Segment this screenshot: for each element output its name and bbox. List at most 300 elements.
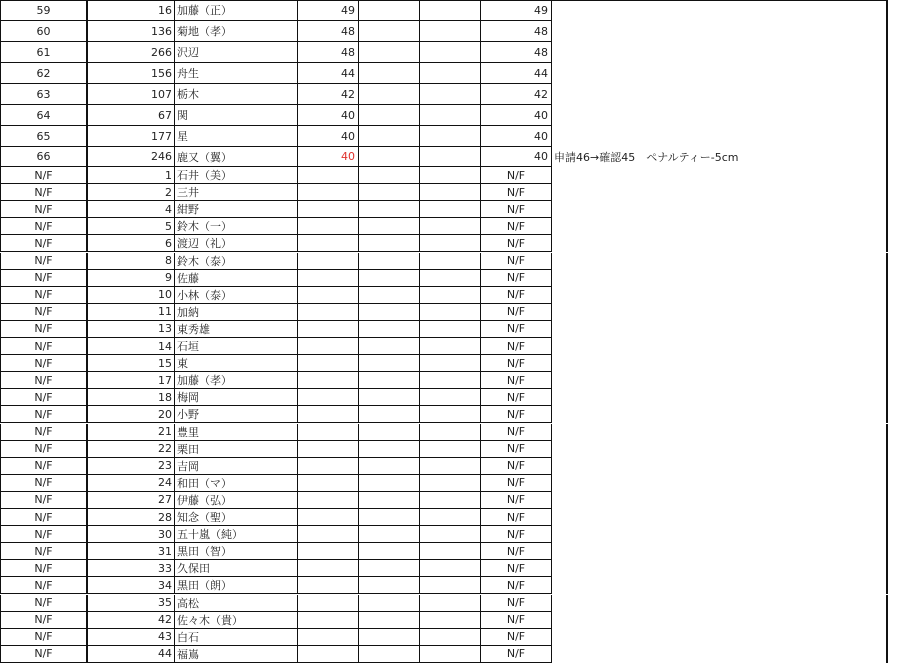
note-cell	[552, 167, 888, 184]
note-cell	[552, 355, 888, 372]
table-row	[0, 560, 920, 577]
rank-cell: 66	[0, 147, 88, 167]
blank-cell	[359, 612, 420, 629]
final-cell: N/F	[481, 475, 552, 492]
blank-cell	[420, 441, 481, 458]
table-row	[0, 406, 920, 423]
entry-number-cell: 4	[88, 201, 175, 218]
blank-cell	[359, 458, 420, 475]
blank-cell	[359, 492, 420, 509]
blank-cell	[359, 372, 420, 389]
note-cell	[552, 63, 888, 84]
blank-cell	[359, 304, 420, 321]
blank-cell	[359, 338, 420, 355]
name-cell: 栃木	[175, 84, 298, 105]
name-cell: 鹿又（翼）	[175, 147, 298, 167]
note-cell	[552, 492, 888, 509]
blank-cell	[359, 355, 420, 372]
blank-cell	[420, 218, 481, 235]
final-cell: N/F	[481, 526, 552, 543]
final-cell: N/F	[481, 389, 552, 406]
rank-cell: N/F	[0, 492, 88, 509]
entry-number-cell: 17	[88, 372, 175, 389]
rank-cell: N/F	[0, 441, 88, 458]
name-cell: 加藤（孝）	[175, 372, 298, 389]
name-cell: 渡辺（礼）	[175, 235, 298, 252]
final-cell: N/F	[481, 304, 552, 321]
final-cell: 40	[481, 105, 552, 126]
blank-cell	[420, 304, 481, 321]
table-row	[0, 63, 920, 84]
note-cell	[552, 338, 888, 355]
blank-cell	[420, 84, 481, 105]
score-cell	[298, 287, 359, 304]
name-cell: 星	[175, 126, 298, 147]
name-cell: 黒田（智）	[175, 543, 298, 560]
blank-cell	[359, 42, 420, 63]
blank-cell	[420, 167, 481, 184]
blank-cell	[420, 389, 481, 406]
entry-number-cell: 6	[88, 235, 175, 252]
entry-number-cell: 34	[88, 577, 175, 594]
entry-number-cell: 156	[88, 63, 175, 84]
name-cell: 佐藤	[175, 270, 298, 287]
blank-cell	[420, 235, 481, 252]
rank-cell: N/F	[0, 372, 88, 389]
score-cell	[298, 321, 359, 338]
note-cell	[552, 201, 888, 218]
rank-cell: N/F	[0, 167, 88, 184]
blank-cell	[420, 629, 481, 646]
final-cell: N/F	[481, 253, 552, 270]
table-row	[0, 475, 920, 492]
entry-number-cell: 42	[88, 612, 175, 629]
note-cell	[552, 0, 888, 21]
note-cell	[552, 612, 888, 629]
final-cell: N/F	[481, 184, 552, 201]
table-row	[0, 105, 920, 126]
blank-cell	[359, 475, 420, 492]
score-cell	[298, 201, 359, 218]
note-cell	[552, 253, 888, 270]
name-cell: 福嶌	[175, 646, 298, 663]
note-cell	[552, 42, 888, 63]
final-cell: N/F	[481, 218, 552, 235]
score-cell	[298, 560, 359, 577]
name-cell: 沢辺	[175, 42, 298, 63]
note-cell	[552, 389, 888, 406]
blank-cell	[359, 560, 420, 577]
score-cell: 40	[298, 126, 359, 147]
blank-cell	[420, 21, 481, 42]
final-cell: N/F	[481, 492, 552, 509]
rank-cell: N/F	[0, 646, 88, 663]
blank-cell	[359, 63, 420, 84]
final-cell: N/F	[481, 355, 552, 372]
name-cell: 小野	[175, 406, 298, 423]
score-cell	[298, 424, 359, 441]
blank-cell	[359, 105, 420, 126]
entry-number-cell: 24	[88, 475, 175, 492]
name-cell: 鈴木（一）	[175, 218, 298, 235]
note-cell	[552, 21, 888, 42]
entry-number-cell: 33	[88, 560, 175, 577]
final-cell: N/F	[481, 458, 552, 475]
blank-cell	[420, 147, 481, 167]
blank-cell	[420, 406, 481, 423]
final-cell: N/F	[481, 509, 552, 526]
blank-cell	[420, 355, 481, 372]
note-cell	[552, 235, 888, 252]
name-cell: 三井	[175, 184, 298, 201]
rank-cell: N/F	[0, 560, 88, 577]
note-cell	[552, 84, 888, 105]
name-cell: 吉岡	[175, 458, 298, 475]
rank-cell: N/F	[0, 355, 88, 372]
note-cell	[552, 475, 888, 492]
blank-cell	[420, 126, 481, 147]
blank-cell	[420, 338, 481, 355]
name-cell: 豊里	[175, 424, 298, 441]
final-cell: 40	[481, 126, 552, 147]
entry-number-cell: 22	[88, 441, 175, 458]
entry-number-cell: 15	[88, 355, 175, 372]
table-row	[0, 612, 920, 629]
blank-cell	[359, 270, 420, 287]
score-cell	[298, 612, 359, 629]
table-row	[0, 543, 920, 560]
entry-number-cell: 43	[88, 629, 175, 646]
blank-cell	[359, 595, 420, 612]
rank-cell: N/F	[0, 595, 88, 612]
blank-cell	[359, 577, 420, 594]
name-cell: 久保田	[175, 560, 298, 577]
note-cell	[552, 543, 888, 560]
blank-cell	[359, 629, 420, 646]
name-cell: 高松	[175, 595, 298, 612]
table-row	[0, 304, 920, 321]
note-cell	[552, 105, 888, 126]
note-cell	[552, 560, 888, 577]
table-row	[0, 235, 920, 252]
table-row	[0, 389, 920, 406]
note-cell	[552, 218, 888, 235]
blank-cell	[420, 184, 481, 201]
name-cell: 伊藤（弘）	[175, 492, 298, 509]
name-cell: 加藤（正）	[175, 0, 298, 21]
score-cell	[298, 509, 359, 526]
blank-cell	[359, 543, 420, 560]
table-row	[0, 147, 920, 167]
table-row	[0, 253, 920, 270]
table-row	[0, 21, 920, 42]
blank-cell	[359, 21, 420, 42]
final-cell: N/F	[481, 406, 552, 423]
entry-number-cell: 44	[88, 646, 175, 663]
final-cell: N/F	[481, 543, 552, 560]
blank-cell	[359, 201, 420, 218]
name-cell: 栗田	[175, 441, 298, 458]
note-cell	[552, 321, 888, 338]
blank-cell	[420, 492, 481, 509]
name-cell: 石井（美）	[175, 167, 298, 184]
note-cell	[552, 526, 888, 543]
rank-cell: N/F	[0, 612, 88, 629]
name-cell: 東秀雄	[175, 321, 298, 338]
score-cell	[298, 218, 359, 235]
table-row	[0, 509, 920, 526]
final-cell: N/F	[481, 270, 552, 287]
blank-cell	[359, 218, 420, 235]
table-row	[0, 526, 920, 543]
entry-number-cell: 30	[88, 526, 175, 543]
blank-cell	[420, 577, 481, 594]
name-cell: 菊地（孝）	[175, 21, 298, 42]
final-cell: N/F	[481, 321, 552, 338]
entry-number-cell: 177	[88, 126, 175, 147]
blank-cell	[420, 424, 481, 441]
entry-number-cell: 8	[88, 253, 175, 270]
note-cell	[552, 287, 888, 304]
note-cell	[552, 304, 888, 321]
table-row	[0, 270, 920, 287]
note-cell	[552, 372, 888, 389]
rank-cell: N/F	[0, 406, 88, 423]
entry-number-cell: 10	[88, 287, 175, 304]
final-cell: N/F	[481, 629, 552, 646]
note-cell	[552, 595, 888, 612]
score-cell	[298, 338, 359, 355]
rank-cell: 62	[0, 63, 88, 84]
final-cell: 48	[481, 42, 552, 63]
entry-number-cell: 266	[88, 42, 175, 63]
entry-number-cell: 1	[88, 167, 175, 184]
entry-number-cell: 246	[88, 147, 175, 167]
name-cell: 関	[175, 105, 298, 126]
rank-cell: N/F	[0, 526, 88, 543]
final-cell: 44	[481, 63, 552, 84]
score-cell	[298, 355, 359, 372]
table-row	[0, 218, 920, 235]
name-cell: 紺野	[175, 201, 298, 218]
blank-cell	[359, 406, 420, 423]
rank-cell: 59	[0, 0, 88, 21]
entry-number-cell: 5	[88, 218, 175, 235]
score-cell	[298, 629, 359, 646]
rank-cell: 61	[0, 42, 88, 63]
note-cell	[552, 629, 888, 646]
score-cell	[298, 595, 359, 612]
note-cell	[552, 646, 888, 663]
final-cell: N/F	[481, 287, 552, 304]
final-cell: 49	[481, 0, 552, 21]
score-cell: 44	[298, 63, 359, 84]
table-row	[0, 287, 920, 304]
entry-number-cell: 13	[88, 321, 175, 338]
blank-cell	[420, 646, 481, 663]
score-cell	[298, 372, 359, 389]
score-cell	[298, 543, 359, 560]
name-cell: 鈴木（泰）	[175, 253, 298, 270]
note-cell	[552, 184, 888, 201]
rank-cell: N/F	[0, 577, 88, 594]
note-cell	[552, 509, 888, 526]
name-cell: 石垣	[175, 338, 298, 355]
blank-cell	[359, 167, 420, 184]
name-cell: 黒田（朗）	[175, 577, 298, 594]
blank-cell	[359, 126, 420, 147]
entry-number-cell: 23	[88, 458, 175, 475]
blank-cell	[359, 184, 420, 201]
score-cell: 42	[298, 84, 359, 105]
rank-cell: N/F	[0, 201, 88, 218]
blank-cell	[420, 270, 481, 287]
rank-cell: N/F	[0, 270, 88, 287]
rank-cell: N/F	[0, 287, 88, 304]
blank-cell	[420, 105, 481, 126]
blank-cell	[420, 526, 481, 543]
name-cell: 知念（聖）	[175, 509, 298, 526]
score-cell	[298, 441, 359, 458]
table-row	[0, 629, 920, 646]
final-cell: N/F	[481, 441, 552, 458]
name-cell: 舟生	[175, 63, 298, 84]
blank-cell	[359, 389, 420, 406]
entry-number-cell: 27	[88, 492, 175, 509]
table-row	[0, 492, 920, 509]
name-cell: 五十嵐（純）	[175, 526, 298, 543]
entry-number-cell: 2	[88, 184, 175, 201]
name-cell: 加納	[175, 304, 298, 321]
rank-cell: N/F	[0, 235, 88, 252]
blank-cell	[359, 526, 420, 543]
table-row	[0, 184, 920, 201]
score-cell	[298, 270, 359, 287]
entry-number-cell: 67	[88, 105, 175, 126]
name-cell: 小林（泰）	[175, 287, 298, 304]
score-cell	[298, 526, 359, 543]
blank-cell	[420, 253, 481, 270]
score-cell: 40	[298, 105, 359, 126]
score-cell	[298, 253, 359, 270]
score-cell	[298, 389, 359, 406]
blank-cell	[420, 595, 481, 612]
table-row	[0, 646, 920, 663]
final-cell: N/F	[481, 201, 552, 218]
entry-number-cell: 20	[88, 406, 175, 423]
blank-cell	[359, 0, 420, 21]
blank-cell	[420, 321, 481, 338]
rank-cell: N/F	[0, 338, 88, 355]
rank-cell: N/F	[0, 321, 88, 338]
blank-cell	[420, 612, 481, 629]
table-row	[0, 458, 920, 475]
blank-cell	[420, 509, 481, 526]
entry-number-cell: 35	[88, 595, 175, 612]
note-cell	[552, 270, 888, 287]
name-cell: 和田（マ）	[175, 475, 298, 492]
final-cell: N/F	[481, 595, 552, 612]
blank-cell	[359, 321, 420, 338]
entry-number-cell: 11	[88, 304, 175, 321]
entry-number-cell: 31	[88, 543, 175, 560]
entry-number-cell: 16	[88, 0, 175, 21]
blank-cell	[359, 424, 420, 441]
rank-cell: N/F	[0, 184, 88, 201]
entry-number-cell: 9	[88, 270, 175, 287]
entry-number-cell: 136	[88, 21, 175, 42]
note-cell: 申請46→確認45 ペナルティー-5cm	[552, 147, 888, 167]
score-cell	[298, 458, 359, 475]
final-cell: 48	[481, 21, 552, 42]
rank-cell: N/F	[0, 424, 88, 441]
blank-cell	[359, 287, 420, 304]
table-row	[0, 338, 920, 355]
rank-cell: N/F	[0, 389, 88, 406]
note-cell	[552, 458, 888, 475]
blank-cell	[420, 63, 481, 84]
entry-number-cell: 21	[88, 424, 175, 441]
final-cell: N/F	[481, 560, 552, 577]
final-cell: N/F	[481, 612, 552, 629]
blank-cell	[359, 235, 420, 252]
score-cell	[298, 577, 359, 594]
score-cell: 48	[298, 21, 359, 42]
rank-cell: 64	[0, 105, 88, 126]
blank-cell	[420, 287, 481, 304]
final-cell: N/F	[481, 235, 552, 252]
table-row	[0, 441, 920, 458]
table-row	[0, 0, 920, 21]
final-cell: 42	[481, 84, 552, 105]
score-cell	[298, 406, 359, 423]
final-cell: N/F	[481, 646, 552, 663]
blank-cell	[420, 458, 481, 475]
final-cell: 40	[481, 147, 552, 167]
entry-number-cell: 107	[88, 84, 175, 105]
final-cell: N/F	[481, 372, 552, 389]
note-cell	[552, 126, 888, 147]
blank-cell	[420, 475, 481, 492]
rank-cell: N/F	[0, 304, 88, 321]
rank-cell: N/F	[0, 458, 88, 475]
score-cell	[298, 184, 359, 201]
rank-cell: N/F	[0, 253, 88, 270]
entry-number-cell: 14	[88, 338, 175, 355]
table-row	[0, 577, 920, 594]
name-cell: 佐々木（貴）	[175, 612, 298, 629]
score-cell: 49	[298, 0, 359, 21]
blank-cell	[420, 42, 481, 63]
blank-cell	[420, 543, 481, 560]
entry-number-cell: 18	[88, 389, 175, 406]
note-cell	[552, 577, 888, 594]
blank-cell	[359, 509, 420, 526]
entry-number-cell: 28	[88, 509, 175, 526]
blank-cell	[420, 201, 481, 218]
table-row	[0, 595, 920, 612]
blank-cell	[420, 560, 481, 577]
blank-cell	[420, 372, 481, 389]
score-cell	[298, 167, 359, 184]
table-row	[0, 84, 920, 105]
score-cell	[298, 646, 359, 663]
rank-cell: N/F	[0, 629, 88, 646]
rank-cell: N/F	[0, 475, 88, 492]
blank-cell	[359, 147, 420, 167]
blank-cell	[359, 84, 420, 105]
name-cell: 梅岡	[175, 389, 298, 406]
